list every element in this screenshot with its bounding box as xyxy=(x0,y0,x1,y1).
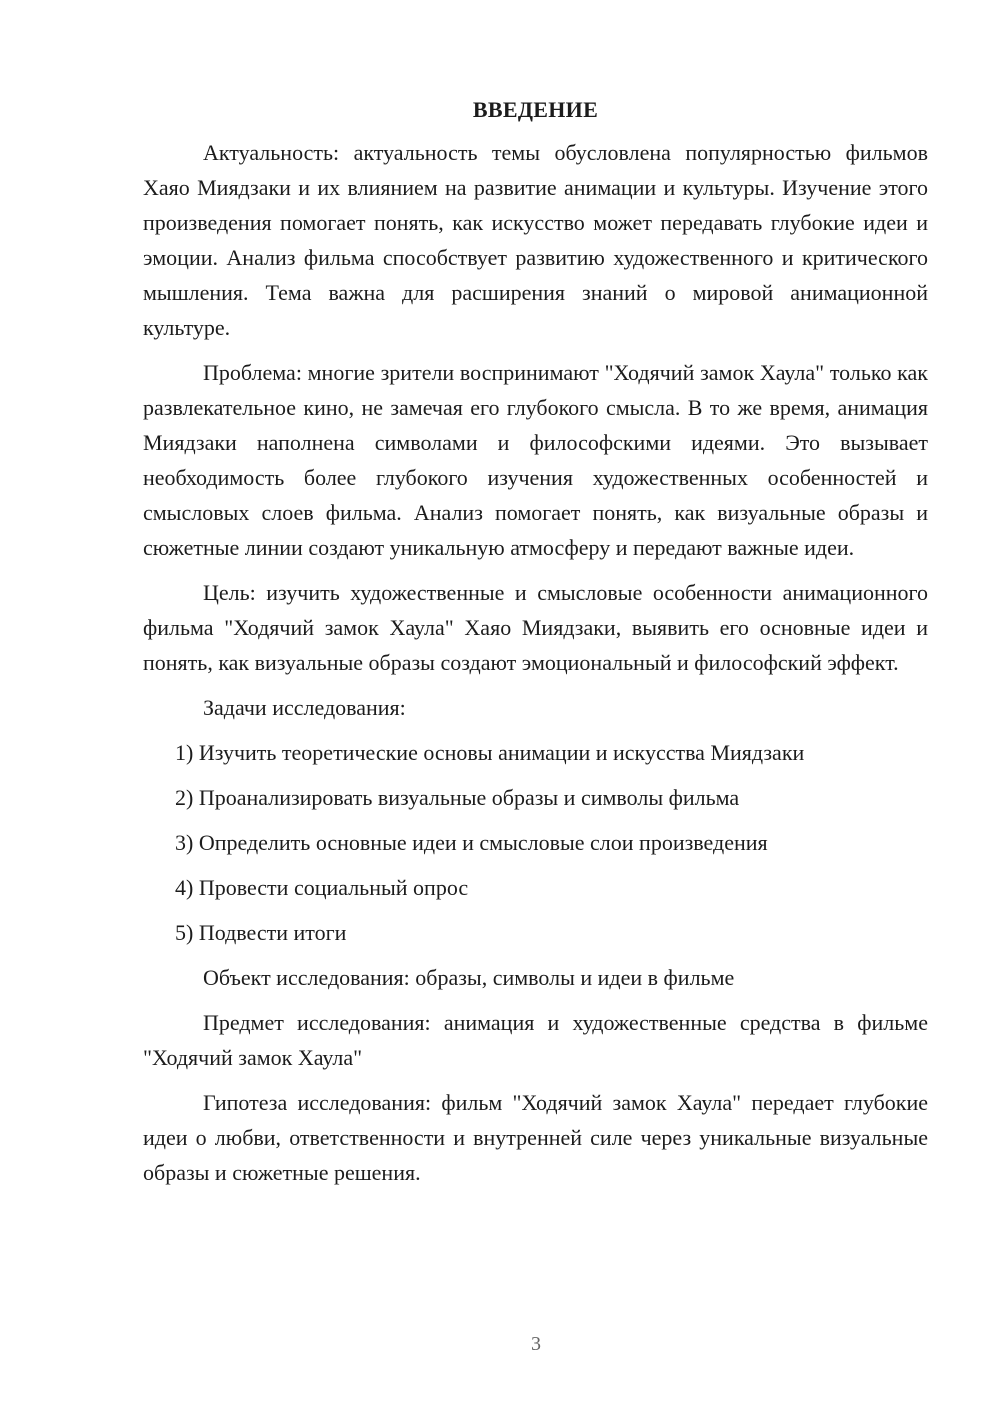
relevance-paragraph: Актуальность: актуальность темы обусловлена популярностью фильмов Хаяо Миядзаки и их влиянием на развитие анимации и культуры. Изучение этого произведения помогает понять, как искусство может передавать глубокие идеи и эмоции. Анализ фильма способствует развитию художественного и критического мышления. Тема важна для расширения знаний о мировой анимационной культуре. xyxy=(143,140,928,340)
object-paragraph: Объект исследования: образы, символы и идеи в фильме xyxy=(203,965,735,990)
list-item: 3) Определить основные идеи и смысловые слои произведения xyxy=(175,830,768,855)
tasks-list xyxy=(143,735,928,950)
page-title: ВВЕДЕНИЕ xyxy=(472,97,599,122)
goal-paragraph: Цель: изучить художественные и смысловые особенности анимационного фильма "Ходячий замок Хаула" Хаяо Миядзаки, выявить его основные идеи и понять, как визуальные образы создают эмоциональный и философский эффект. xyxy=(143,580,928,675)
list-item: 4) Провести социальный опрос xyxy=(175,875,469,900)
document-page xyxy=(143,95,928,1200)
tasks-heading: Задачи исследования: xyxy=(203,695,406,720)
list-item: 1) Изучить теоретические основы анимации и искусства Миядзаки xyxy=(175,740,805,765)
subject-paragraph: Предмет исследования: анимация и художественные средства в фильме "Ходячий замок Хаула" xyxy=(143,1010,928,1070)
list-item: 2) Проанализировать визуальные образы и символы фильма xyxy=(175,785,740,810)
list-item: 5) Подвести итоги xyxy=(175,920,347,945)
problem-paragraph: Проблема: многие зрители воспринимают "Ходячий замок Хаула" только как развлекательное кино, не замечая его глубокого смысла. В то же время, анимация Миядзаки наполнена символами и философскими идеями. Это вызывает необходимость более глубокого изучения художественных особенностей и смысловых слоев фильма. Анализ помогает понять, как визуальные образы и сюжетные линии создают уникальную атмосферу и передают важные идеи. xyxy=(143,360,928,560)
page-number: 3 xyxy=(531,1333,541,1355)
hypothesis-paragraph: Гипотеза исследования: фильм "Ходячий замок Хаула" передает глубокие идеи о любви, ответственности и внутренней силе через уникальные визуальные образы и сюжетные решения. xyxy=(143,1090,928,1185)
